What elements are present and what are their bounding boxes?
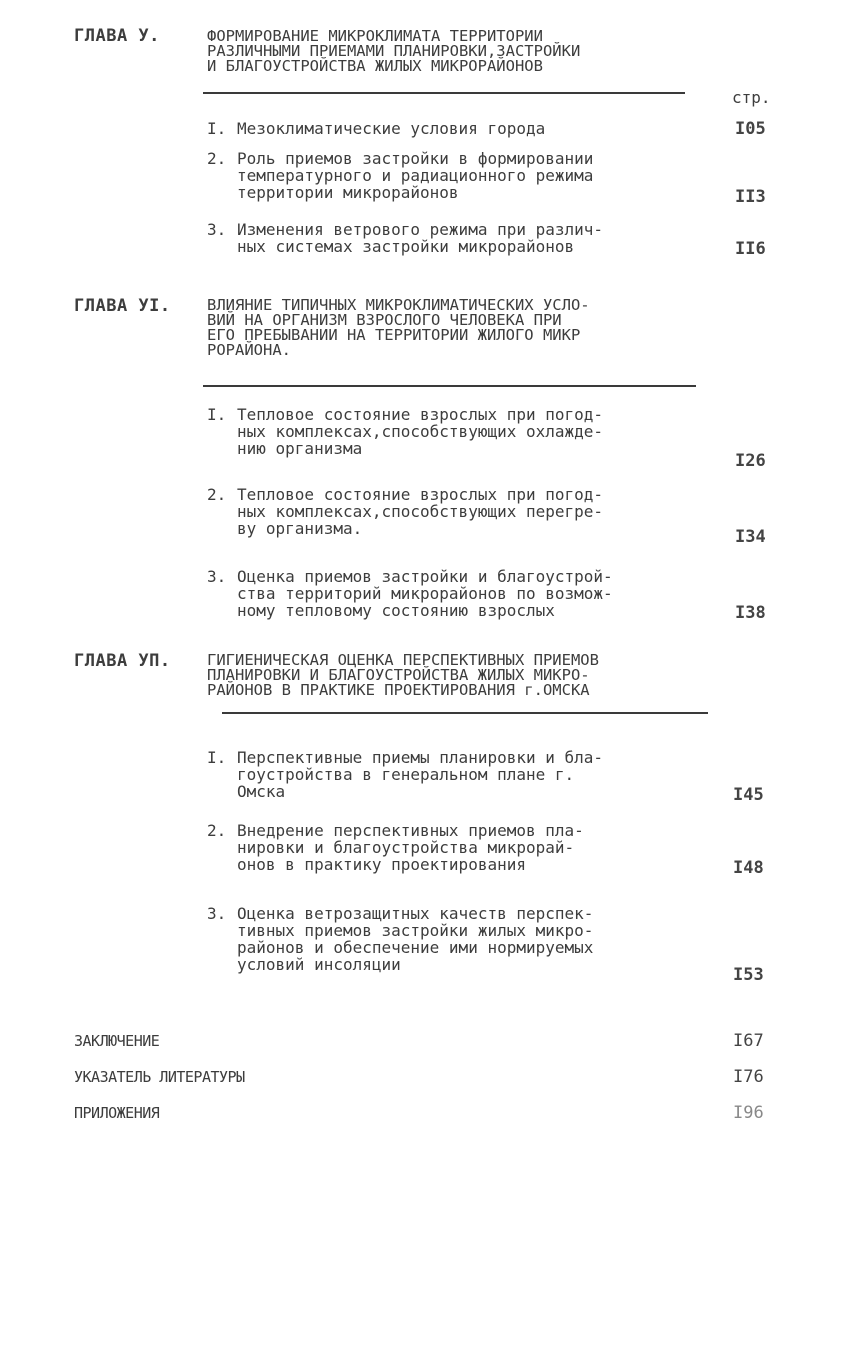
- entry-line: нию организма: [237, 439, 363, 458]
- entry-number: 2.: [207, 485, 227, 504]
- entry-page: II6: [735, 239, 766, 259]
- entry-line: Перспективные приемы планировки и бла-: [237, 748, 604, 767]
- chapter-6-label: ГЛАВА УI.: [74, 296, 171, 316]
- entry-line: температурного и радиационного режима: [237, 166, 594, 185]
- entry-number: I.: [207, 748, 227, 767]
- bibliography-label: УКАЗАТЕЛЬ ЛИТЕРАТУРЫ: [74, 1068, 245, 1086]
- entry-line: тивных приемов застройки жилых микро-: [237, 921, 594, 940]
- entry-page: I05: [735, 119, 766, 139]
- entry-page: II3: [735, 187, 766, 207]
- entry-page: I45: [733, 785, 764, 805]
- chapter-5-rule: [203, 92, 685, 94]
- entry-number: I.: [207, 405, 227, 424]
- chapter-5-title: [207, 29, 580, 74]
- conclusion-page: I67: [733, 1031, 764, 1051]
- chapter-7-rule: [222, 712, 708, 714]
- entry-line: ства территорий микрорайонов по возмож-: [237, 584, 613, 603]
- entry-line: Изменения ветрового режима при различ-: [237, 220, 604, 239]
- entry-line: ных комплексах,способствующих охлажде-: [237, 422, 604, 441]
- entry-number: I.: [207, 119, 227, 138]
- toc-entry-6-1: [207, 406, 707, 462]
- conclusion-label: ЗАКЛЮЧЕНИЕ: [74, 1032, 160, 1050]
- entry-line: онов в практику проектирования: [237, 855, 526, 874]
- toc-entry-6-3: [207, 568, 707, 624]
- toc-entry-5-2: [207, 150, 707, 204]
- toc-entry-5-3: [207, 221, 707, 261]
- entry-line: ных комплексах,способствующих перегре-: [237, 502, 604, 521]
- entry-number: 3.: [207, 904, 227, 923]
- entry-page: I38: [735, 603, 766, 623]
- toc-entry-7-3: [207, 905, 707, 977]
- entry-line: нировки и благоустройства микрорай-: [237, 838, 575, 857]
- page-column-label: стр.: [732, 88, 771, 107]
- entry-number: 2.: [207, 149, 227, 168]
- toc-entry-7-2: [207, 822, 707, 878]
- entry-line: условий инсоляции: [237, 955, 401, 974]
- entry-line: Тепловое состояние взрослых при погод-: [237, 485, 604, 504]
- entry-page: I26: [735, 451, 766, 471]
- toc-entry-6-2: [207, 486, 707, 542]
- chapter-6-rule: [203, 385, 696, 387]
- chapter-7-title: [207, 653, 599, 698]
- entry-line: Внедрение перспективных приемов пла-: [237, 821, 584, 840]
- chapter-7-label: ГЛАВА УП.: [74, 651, 171, 671]
- chapter-title-line: ЕГО ПРЕБЫВАНИИ НА ТЕРРИТОРИИ ЖИЛОГО МИКР: [207, 326, 581, 344]
- appendices-label: ПРИЛОЖЕНИЯ: [74, 1104, 160, 1122]
- entry-page: I53: [733, 965, 764, 985]
- bibliography-page: I76: [733, 1067, 764, 1087]
- chapter-6-title: [207, 298, 590, 358]
- appendices-page: I96: [733, 1103, 764, 1123]
- entry-line: районов и обеспечение ими нормируемых: [237, 938, 594, 957]
- entry-number: 3.: [207, 567, 227, 586]
- chapter-title-line: ВЛИЯНИЕ ТИПИЧНЫХ МИКРОКЛИМАТИЧЕСКИХ УСЛО-: [207, 296, 590, 314]
- chapter-title-line: ВИЙ НА ОРГАНИЗМ ВЗРОСЛОГО ЧЕЛОВЕКА ПРИ: [207, 311, 562, 329]
- entry-line: Роль приемов застройки в формировании: [237, 149, 594, 168]
- entry-line: ву организма.: [237, 519, 363, 538]
- entry-number: 2.: [207, 821, 227, 840]
- entry-line: Оценка ветрозащитных качеств перспек-: [237, 904, 594, 923]
- entry-line: Тепловое состояние взрослых при погод-: [237, 405, 604, 424]
- chapter-5-label: ГЛАВА У.: [74, 26, 160, 46]
- chapter-title-line: РАЙОНОВ В ПРАКТИКЕ ПРОЕКТИРОВАНИЯ г.ОМСКА: [207, 681, 590, 699]
- chapter-title-line: И БЛАГОУСТРОЙСТВА ЖИЛЫХ МИКРОРАЙОНОВ: [207, 57, 543, 75]
- entry-line: ному тепловому состоянию взрослых: [237, 601, 555, 620]
- toc-entry-7-1: [207, 749, 707, 805]
- chapter-title-line: РАЗЛИЧНЫМИ ПРИЕМАМИ ПЛАНИРОВКИ,ЗАСТРОЙКИ: [207, 42, 581, 60]
- toc-entry-5-1: [207, 120, 707, 140]
- entry-line: гоустройства в генеральном плане г.: [237, 765, 575, 784]
- entry-page: I34: [735, 527, 766, 547]
- chapter-title-line: ФОРМИРОВАНИЕ МИКРОКЛИМАТА ТЕРРИТОРИИ: [207, 27, 543, 45]
- entry-line: Мезоклиматические условия города: [237, 119, 546, 138]
- entry-line: территории микрорайонов: [237, 183, 459, 202]
- chapter-title-line: ГИГИЕНИЧЕСКАЯ ОЦЕНКА ПЕРСПЕКТИВНЫХ ПРИЕМОВ: [207, 651, 599, 669]
- entry-line: Омска: [237, 782, 286, 801]
- chapter-title-line: ПЛАНИРОВКИ И БЛАГОУСТРОЙСТВА ЖИЛЫХ МИКРО-: [207, 666, 590, 684]
- entry-line: ных системах застройки микрорайонов: [237, 237, 575, 256]
- chapter-title-line: РОРАЙОНА.: [207, 341, 291, 359]
- entry-number: 3.: [207, 220, 227, 239]
- entry-page: I48: [733, 858, 764, 878]
- entry-line: Оценка приемов застройки и благоустрой-: [237, 567, 613, 586]
